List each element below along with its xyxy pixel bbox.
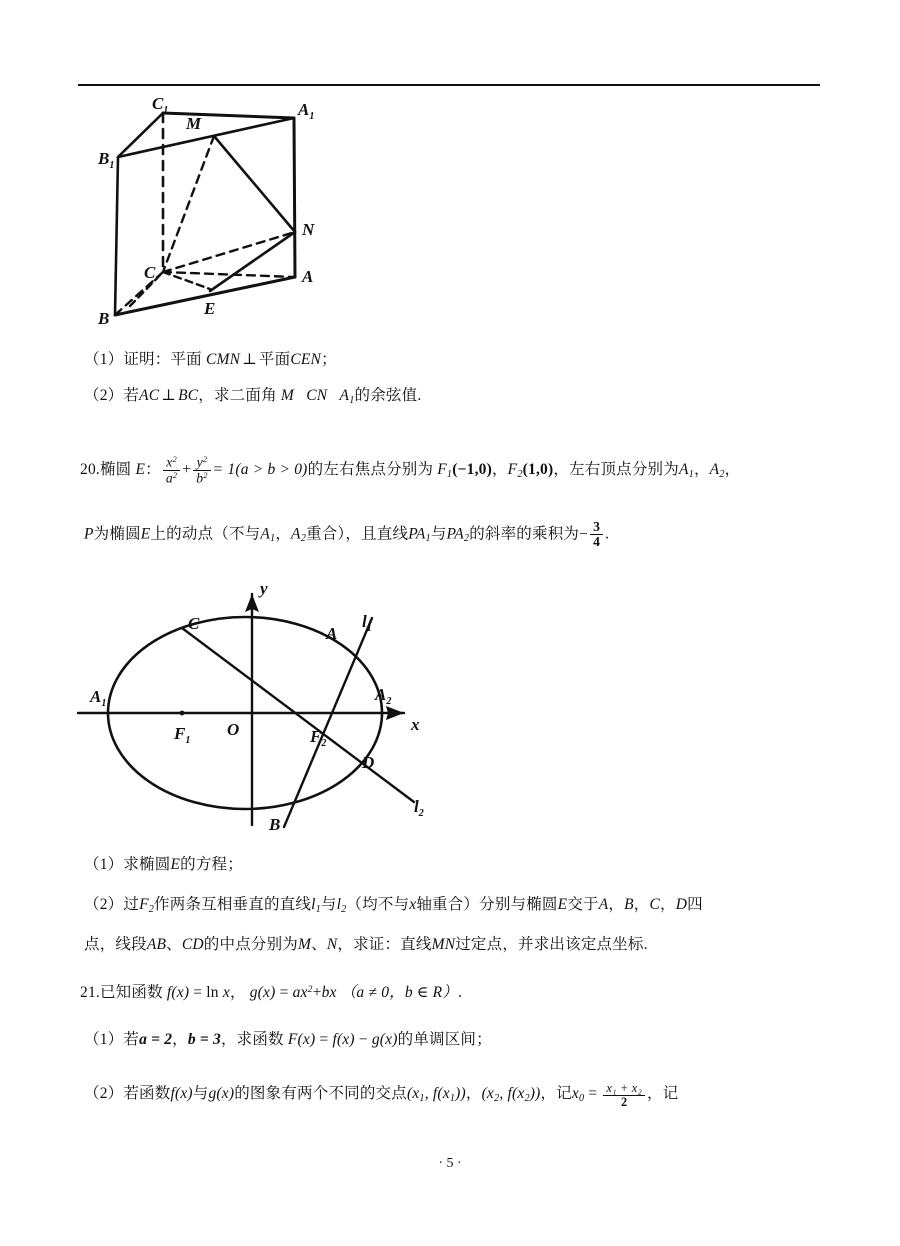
ellipse-label-C: C	[188, 614, 200, 633]
ellipse-label-y: y	[260, 579, 268, 598]
q20-stem-line2: P为椭圆E上的动点（不与$A_1$，$A_2$重合），且直线$PA_1$与$PA_2$的斜率的乘积为− $\frac{3}{4}$ .	[84, 519, 610, 550]
ellipse-label-l2: $l_2$	[414, 797, 424, 819]
vertex-label-C1: $C_1$	[152, 94, 169, 116]
q19-part1: （1）证明：平面 CMN ⊥ 平面CEN；	[84, 351, 337, 368]
ellipse-label-A: A	[326, 624, 338, 643]
vertex-label-A: A	[302, 267, 314, 286]
ellipse-label-l1: $l_1$	[362, 612, 372, 634]
vertex-label-C: C	[144, 263, 156, 282]
q20-part2-line2: 点，线段AB、CD的中点分别为M、N，求证：直线MN过定点，并求出该定点坐标.	[84, 936, 648, 953]
ellipse-label-F2: $F_2$	[310, 727, 327, 749]
q20-part1: （1）求椭圆E的方程；	[84, 856, 243, 873]
ellipse-label-F1: $F_1$	[174, 724, 191, 746]
vertex-label-B1: $B_1$	[98, 149, 115, 171]
ellipse-label-A1: $A_1$	[90, 687, 107, 709]
q21-part2: （2）若函数f(x)与g(x)的图象有两个不同的交点($x_1$, $f(x_1)$)，($x_2$, $f(x_2)$)，记$x_0$ = $\frac{\text{x₁ + x₂}}{2}$ ，记	[84, 1081, 679, 1110]
fraction-x0: $\frac{\text{x₁ + x₂}}{2}$	[603, 1082, 645, 1109]
ellipse-figure	[78, 572, 438, 837]
ellipse-label-O: O	[227, 720, 240, 739]
prism-figure	[78, 92, 408, 337]
q19-part2: （2）若AC ⊥ BC，求二面角 M CN $A_1$的余弦值.	[84, 387, 422, 406]
ellipse-label-D: D	[362, 753, 375, 772]
q21-stem: 21.已知函数 f(x) = ln x， $g(x) = ax^2+bx$ （a ≠ 0，b ∈ R）.	[80, 983, 463, 1001]
page-number: · 5 ·	[438, 1156, 462, 1171]
q20-stem-line1: 20.椭圆 E： $\frac{x^2}{a^2}$ + $\frac{y^2}{b^2}$ = 1(a > b > 0)的左右焦点分别为 $F_1(-1,0)$，$F_2(1,0)$，左右顶点分别为$A_1$，$A_2$，	[80, 454, 741, 486]
ellipse-label-x: x	[411, 715, 420, 734]
header-rule	[78, 84, 820, 86]
vertex-label-E: E	[204, 299, 216, 318]
q20-part2-line1: （2）过$F_2$作两条互相垂直的直线$l_1$与$l_2$（均不与x轴重合）分别与椭圆E交于A，B，C，D四	[84, 896, 703, 915]
vertex-label-B: B	[98, 309, 110, 328]
fraction-three-quarters: $\frac{3}{4}$	[590, 520, 603, 550]
fraction-x2-a2: $\frac{x^2}{a^2}$	[163, 455, 180, 485]
x-axis-arrow	[386, 706, 404, 720]
ellipse-label-A2: $A_2$	[375, 685, 392, 707]
vertex-label-N: N	[302, 220, 315, 239]
fraction-y2-b2: $\frac{y^2}{b^2}$	[193, 455, 210, 485]
q21-part1: （1）若a = 2，b = 3，求函数 F(x) = f(x) − g(x)的单调区间；	[84, 1031, 492, 1048]
focus-1-dot	[180, 711, 185, 716]
vertex-label-A1: $A_1$	[298, 100, 315, 122]
ellipse-label-B: B	[269, 815, 281, 834]
vertex-label-M: M	[186, 114, 202, 133]
